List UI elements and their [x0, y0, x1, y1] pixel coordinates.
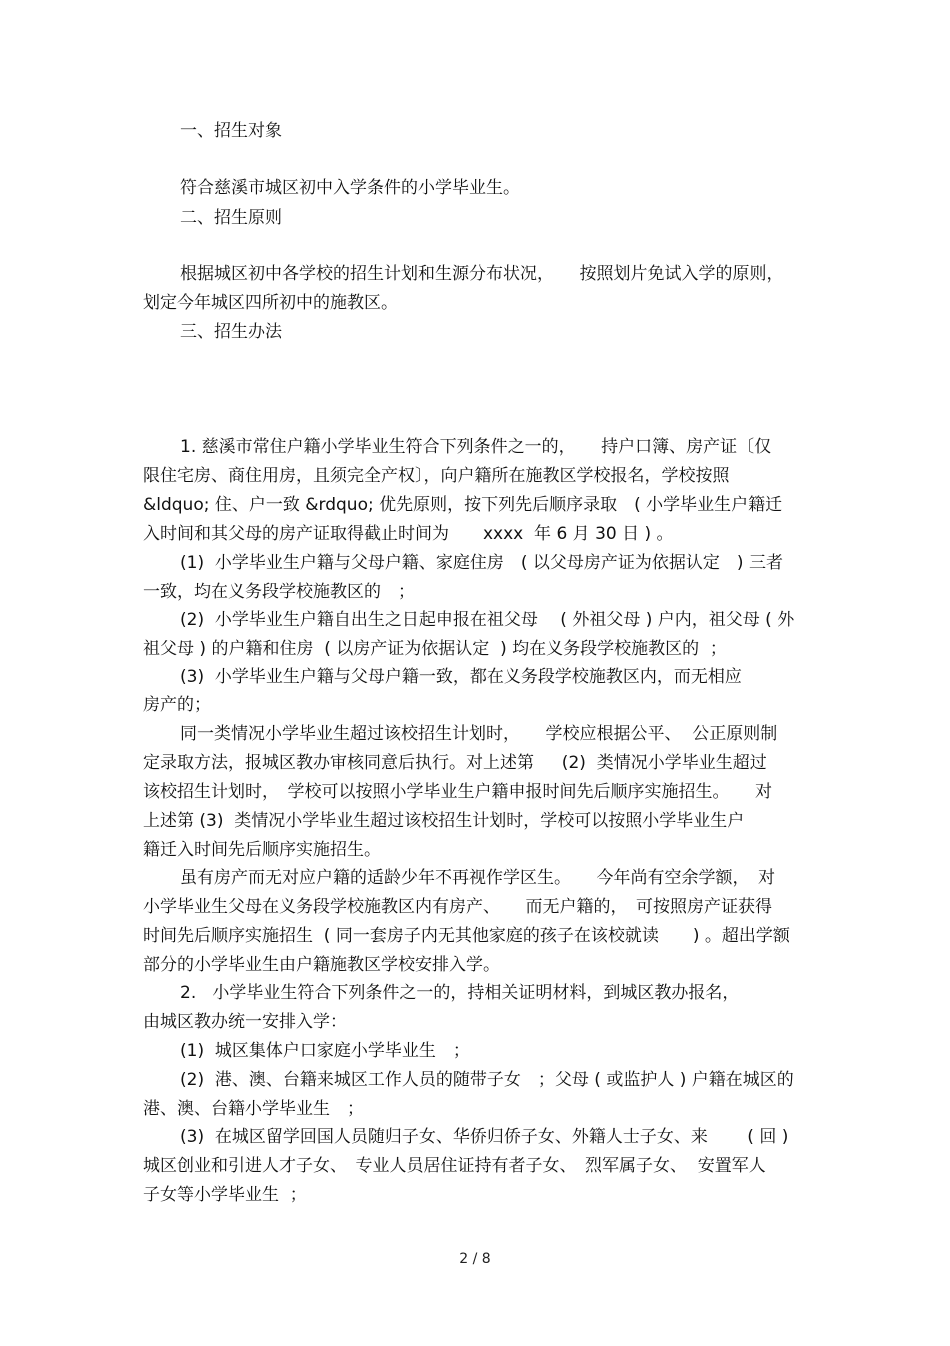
paragraph-line: 该校招生计划时， 学校可以按照小学毕业生户籍申报时间先后顺序实施招生。 对 — [143, 782, 772, 802]
paragraph-line: 祖父母 ) 的户籍和住房 ( 以房产证为依据认定 ) 均在义务段学校施教区的 ； — [143, 639, 727, 659]
paragraph-line: 上述第 (3) 类情况小学毕业生超过该校招生计划时，学校可以按照小学毕业生户 — [143, 811, 745, 831]
paragraph-line: 部分的小学毕业生由户籍施教区学校安排入学。 — [143, 955, 500, 975]
paragraph-line: &ldquo; 住、户一致 &rdquo; 优先原则，按下列先后顺序录取 ( 小学毕业生户籍迁 — [143, 495, 783, 515]
heading-enrollment-principle: 二、招生原则 — [180, 208, 282, 228]
paragraph-line: 子女等小学毕业生 ； — [143, 1185, 307, 1205]
paragraph-line: 房产的； — [143, 695, 211, 715]
paragraph-line: 虽有房产而无对应户籍的适龄少年不再视作学区生。 今年尚有空余学额， 对 — [180, 868, 775, 888]
paragraph-line: 定录取方法，报城区教办审核同意后执行。对上述第 (2) 类情况小学毕业生超过 — [143, 753, 767, 773]
paragraph-line: 划定今年城区四所初中的施教区。 — [143, 293, 398, 313]
paragraph-line: (2) 港、澳、台籍来城区工作人员的随带子女 ；父母 ( 或监护人 ) 户籍在城区的 — [180, 1070, 794, 1090]
paragraph-line: 一致，均在义务段学校施教区的 ； — [143, 582, 415, 602]
paragraph-line: 根据城区初中各学校的招生计划和生源分布状况， 按照划片免试入学的原则， — [180, 264, 784, 284]
paragraph-line: 同一类情况小学毕业生超过该校招生计划时， 学校应根据公平、 公正原则制 — [180, 724, 778, 744]
paragraph-line: 时间先后顺序实施招生 ( 同一套房子内无其他家庭的孩子在该校就读 ) 。超出学额 — [143, 926, 790, 946]
paragraph-line: 1. 慈溪市常住户籍小学毕业生符合下列条件之一的， 持户口簿、房产证〔仅 — [180, 437, 772, 457]
heading-enrollment-target: 一、招生对象 — [180, 121, 282, 141]
paragraph-line: 限住宅房、商住用房，且须完全产权〕，向户籍所在施教区学校报名，学校按照 — [143, 466, 730, 486]
paragraph-line: 港、澳、台籍小学毕业生 ； — [143, 1099, 364, 1119]
paragraph-line: 2. 小学毕业生符合下列条件之一的，持相关证明材料，到城区教办报名， — [180, 983, 740, 1003]
paragraph-line: 由城区教办统一安排入学： — [143, 1012, 347, 1032]
paragraph-line: 城区创业和引进人才子女、 专业人员居住证持有者子女、 烈军属子女、 安置军人 — [143, 1156, 766, 1176]
paragraph-line: 入时间和其父母的房产证取得截止时间为 xxxx 年 6 月 30 日 ) 。 — [143, 524, 674, 544]
heading-enrollment-method: 三、招生办法 — [180, 322, 282, 342]
paragraph-line: (3) 在城区留学回国人员随归子女、华侨归侨子女、外籍人士子女、来 ( 回 ) — [180, 1127, 789, 1147]
paragraph-line: 籍迁入时间先后顺序实施招生。 — [143, 840, 381, 860]
page-number: 2 / 8 — [459, 1251, 491, 1267]
paragraph-line: (2) 小学毕业生户籍自出生之日起申报在祖父母 ( 外祖父母 ) 户内，祖父母 ( 外 — [180, 610, 795, 630]
paragraph-line: (1) 小学毕业生户籍与父母户籍、家庭住房 ( 以父母房产证为依据认定 ) 三者 — [180, 553, 783, 573]
paragraph-line: (1) 城区集体户口家庭小学毕业生 ； — [180, 1041, 470, 1061]
paragraph-line: 小学毕业生父母在义务段学校施教区内有房产、 而无户籍的， 可按照房产证获得 — [143, 897, 772, 917]
paragraph-line: (3) 小学毕业生户籍与父母户籍一致，都在义务段学校施教区内，而无相应 — [180, 667, 742, 687]
paragraph-line: 符合慈溪市城区初中入学条件的小学毕业生。 — [180, 178, 520, 198]
